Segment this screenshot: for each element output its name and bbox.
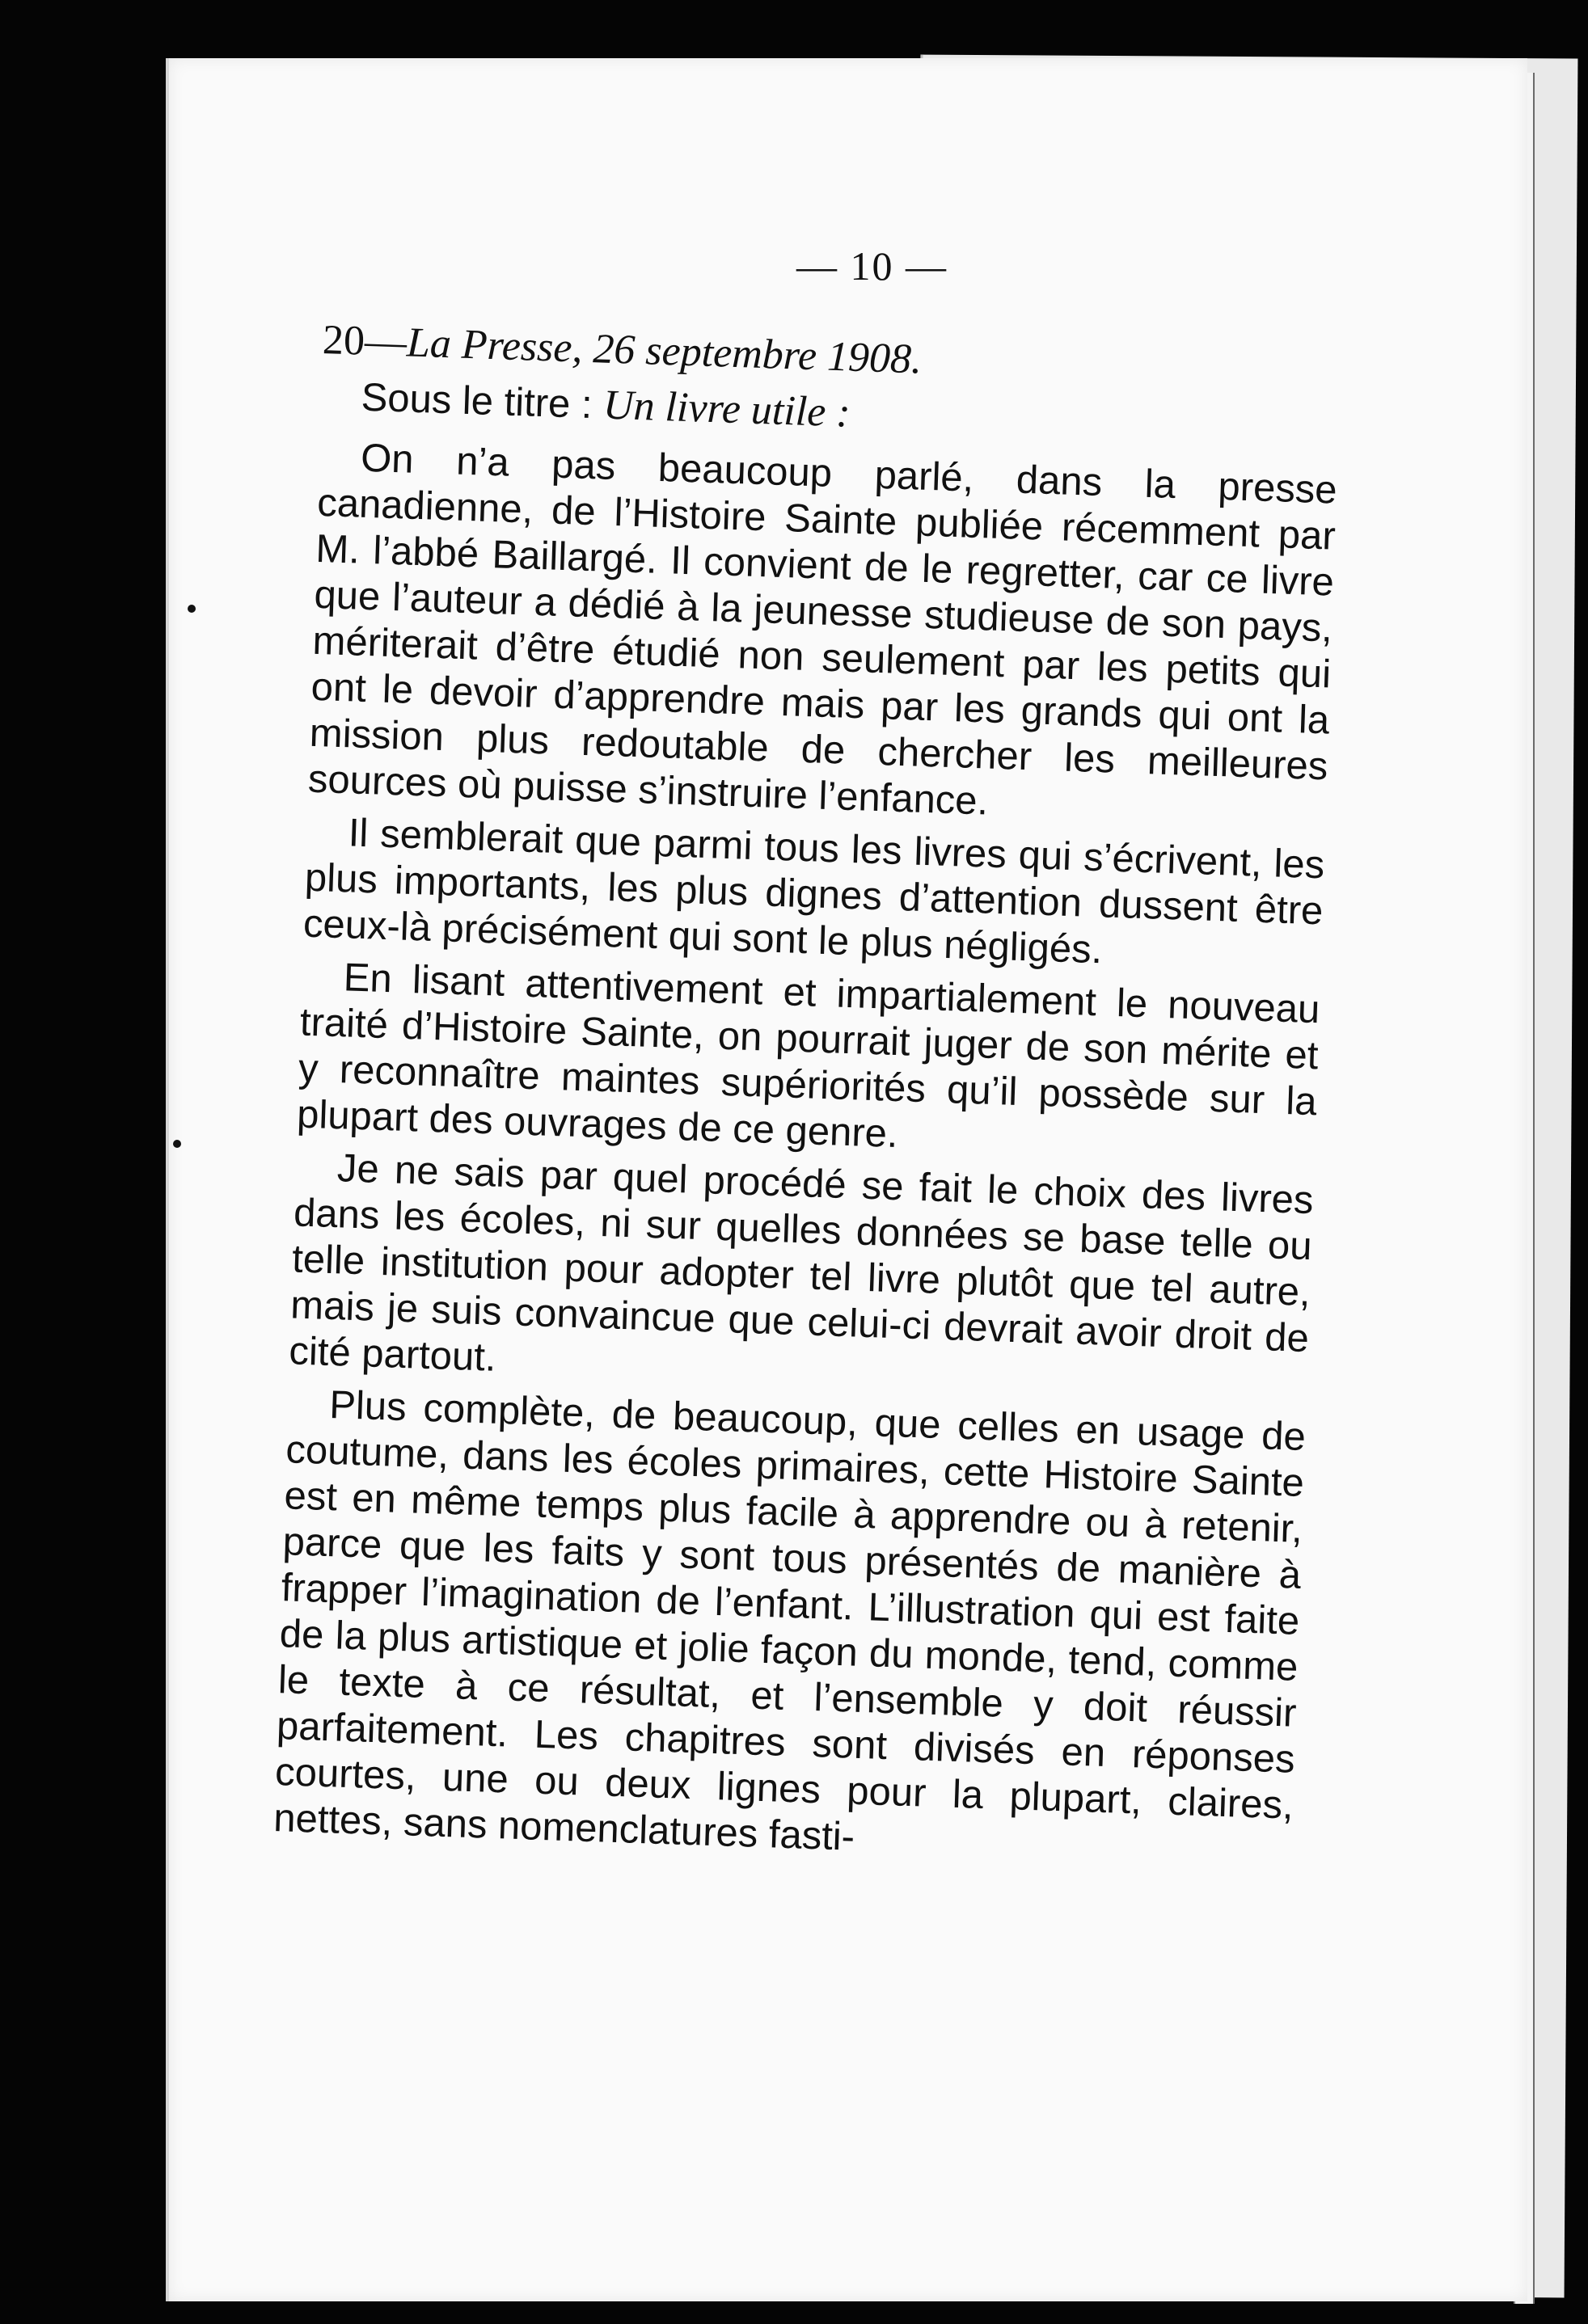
margin-dot <box>188 605 196 613</box>
paragraph: Il semblerait que parmi tous les livres qui s’écrivent, les plus importants, les plus dignes d’attention dussent être ceux-là précisément qui sont le plus négligés. <box>302 811 1326 972</box>
margin-dot <box>173 1140 181 1148</box>
article-text <box>272 317 1341 1882</box>
page-number: — 10 — <box>796 243 948 289</box>
title-prefix: Sous le titre : <box>360 375 605 428</box>
paragraph: On n’a pas beaucoup parlé, dans la presse canadienne, de l’Histoire Sainte publiée récemment par M. l’abbé Baillargé. Il convient de le regretter, car ce livre que l’auteur a dédié à la jeunesse studieuse de son pays, mériterait d’être étudié non seulement par les petits qui ont le devoir d’apprendre mais par les grands qui ont la mission plus redoutable de chercher les meilleures sources où puisse s’instruire l’enfance. <box>307 436 1338 824</box>
paragraph: En lisant attentivement et impartialement le nouveau traité d’Histoire Sainte, on pourrait juger de son mérite et y reconnaître maintes supériorités qu’il possède sur la plupart des ouvrages de ce genre. <box>296 955 1321 1157</box>
paragraph: Plus complète, de beaucoup, que celles en usage de coutume, dans les écoles primaires, cette Histoire Sainte est en même temps plus facile à apprendre ou à retenir, parce que les faits y sont tous présentés de manière à frapper l’imagination de l’enfant. L’illustration qui est faite de la plus artistique et jolie façon du monde, tend, comme le texte à ce résultat, et l’ensemble y doit réussir parfaitement. Les chapitres sont divisés en réponses courtes, une ou deux lignes pour la plupart, claires, nettes, sans nomenclatures fasti- <box>272 1382 1307 1859</box>
source-date: 26 septembre 1908. <box>581 325 923 383</box>
source-name: La Presse, <box>406 319 584 372</box>
article-title: Un livre utile : <box>602 382 851 437</box>
source-number: 20— <box>322 317 408 366</box>
paragraph: Je ne sais par quel procédé se fait le choix des livres dans les écoles, ni sur quelles données se base telle ou telle institution pour adopter tel livre plutôt que tel autre, mais je suis convaincue que celui-ci devrait avoir droit de cité partout. <box>288 1146 1315 1380</box>
